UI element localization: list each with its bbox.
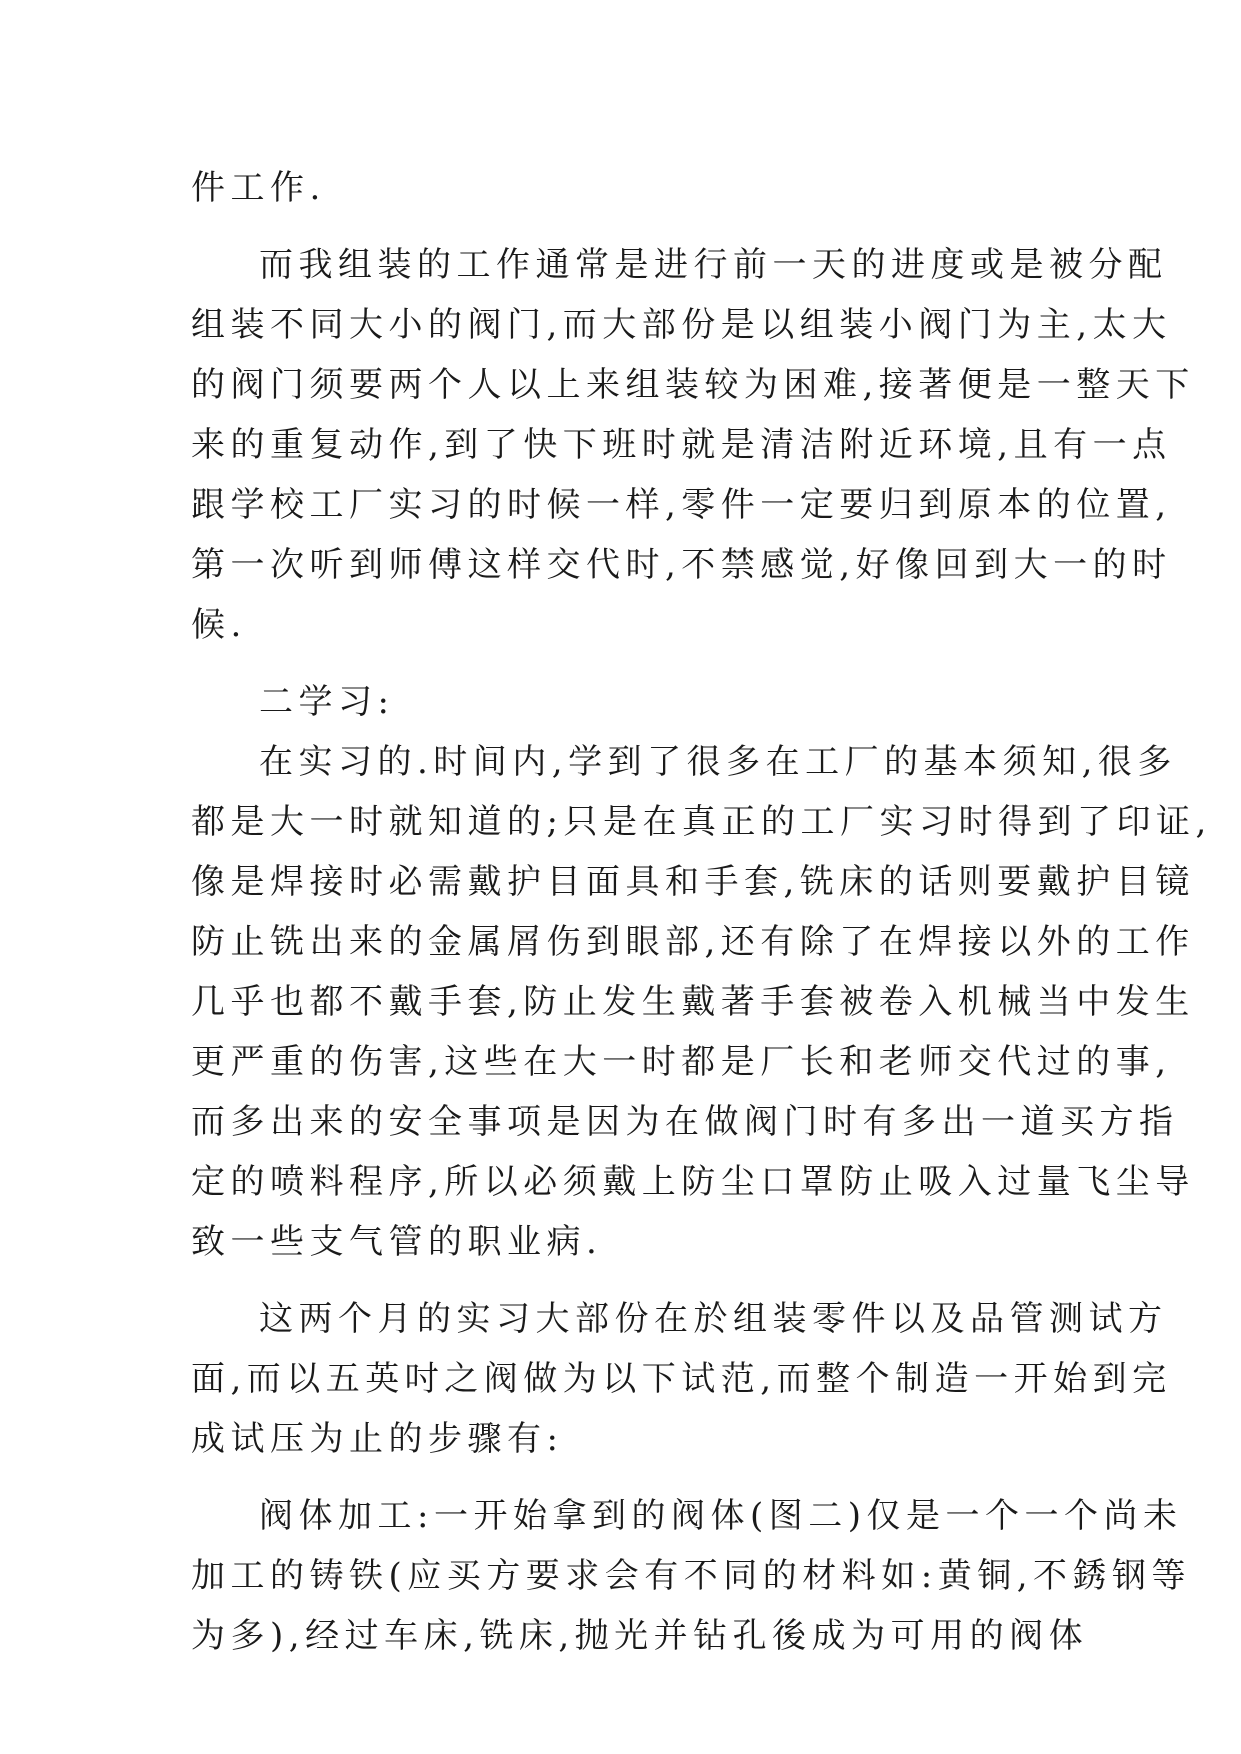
text-line: 定的喷料程序,所以必须戴上防尘口罩防止吸入过量飞尘导	[191, 1162, 1195, 1202]
text-line: 成试压为止的步骤有:	[191, 1419, 564, 1459]
text-line: 像是焊接时必需戴护目面具和手套,铣床的话则要戴护目镜	[191, 862, 1195, 902]
text-line: 面,而以五英吋之阀做为以下试范,而整个制造一开始到完	[191, 1359, 1172, 1399]
text-line: 为多),经过车床,铣床,抛光并钻孔後成为可用的阀体	[191, 1616, 1089, 1656]
text-line: 而多出来的安全事项是因为在做阀门时有多出一道买方指	[191, 1102, 1179, 1142]
text-line: 组装不同大小的阀门,而大部份是以组装小阀门为主,太大	[191, 305, 1172, 345]
text-line: 更严重的伤害,这些在大一时都是厂长和老师交代过的事,	[191, 1042, 1172, 1082]
paragraph-3	[191, 732, 1212, 1272]
section-heading	[191, 672, 1051, 732]
paragraph-4	[191, 1289, 1172, 1469]
text-line: 来的重复动作,到了快下班时就是清洁附近环境,且有一点	[191, 425, 1172, 465]
text-line: 这两个月的实习大部份在於组装零件以及品管测试方	[259, 1299, 1168, 1339]
paragraph-2	[191, 235, 1195, 655]
text-line: 加工的铸铁(应买方要求会有不同的材料如:黄铜,不銹钢等	[191, 1556, 1192, 1596]
text-line: 候.	[191, 605, 247, 645]
text-line: 防止铣出来的金属屑伤到眼部,还有除了在焊接以外的工作	[191, 922, 1195, 962]
text-line: 第一次听到师傅这样交代时,不禁感觉,好像回到大一的时	[191, 545, 1172, 585]
text-line: 的阀门须要两个人以上来组装较为困难,接著便是一整天下	[191, 365, 1195, 405]
text-line: 在实习的.时间内,学到了很多在工厂的基本须知,很多	[259, 742, 1177, 782]
document-page	[191, 158, 1212, 1666]
text-line: 而我组装的工作通常是进行前一天的进度或是被分配	[259, 245, 1168, 285]
heading-line: 二学习:	[259, 682, 395, 722]
paragraph-5	[191, 1486, 1192, 1666]
text-line: 跟学校工厂实习的时候一样,零件一定要归到原本的位置,	[191, 485, 1172, 525]
text-line: 几乎也都不戴手套,防止发生戴著手套被卷入机械当中发生	[191, 982, 1195, 1022]
text-line: 阀体加工:一开始拿到的阀体(图二)仅是一个一个尚未	[259, 1496, 1183, 1536]
text-line: 致一些支气管的职业病.	[191, 1222, 603, 1262]
text-line: 件工作.	[191, 168, 326, 208]
text-line: 都是大一时就知道的;只是在真正的工厂实习时得到了印证,	[191, 802, 1212, 842]
paragraph-1	[191, 158, 1051, 218]
